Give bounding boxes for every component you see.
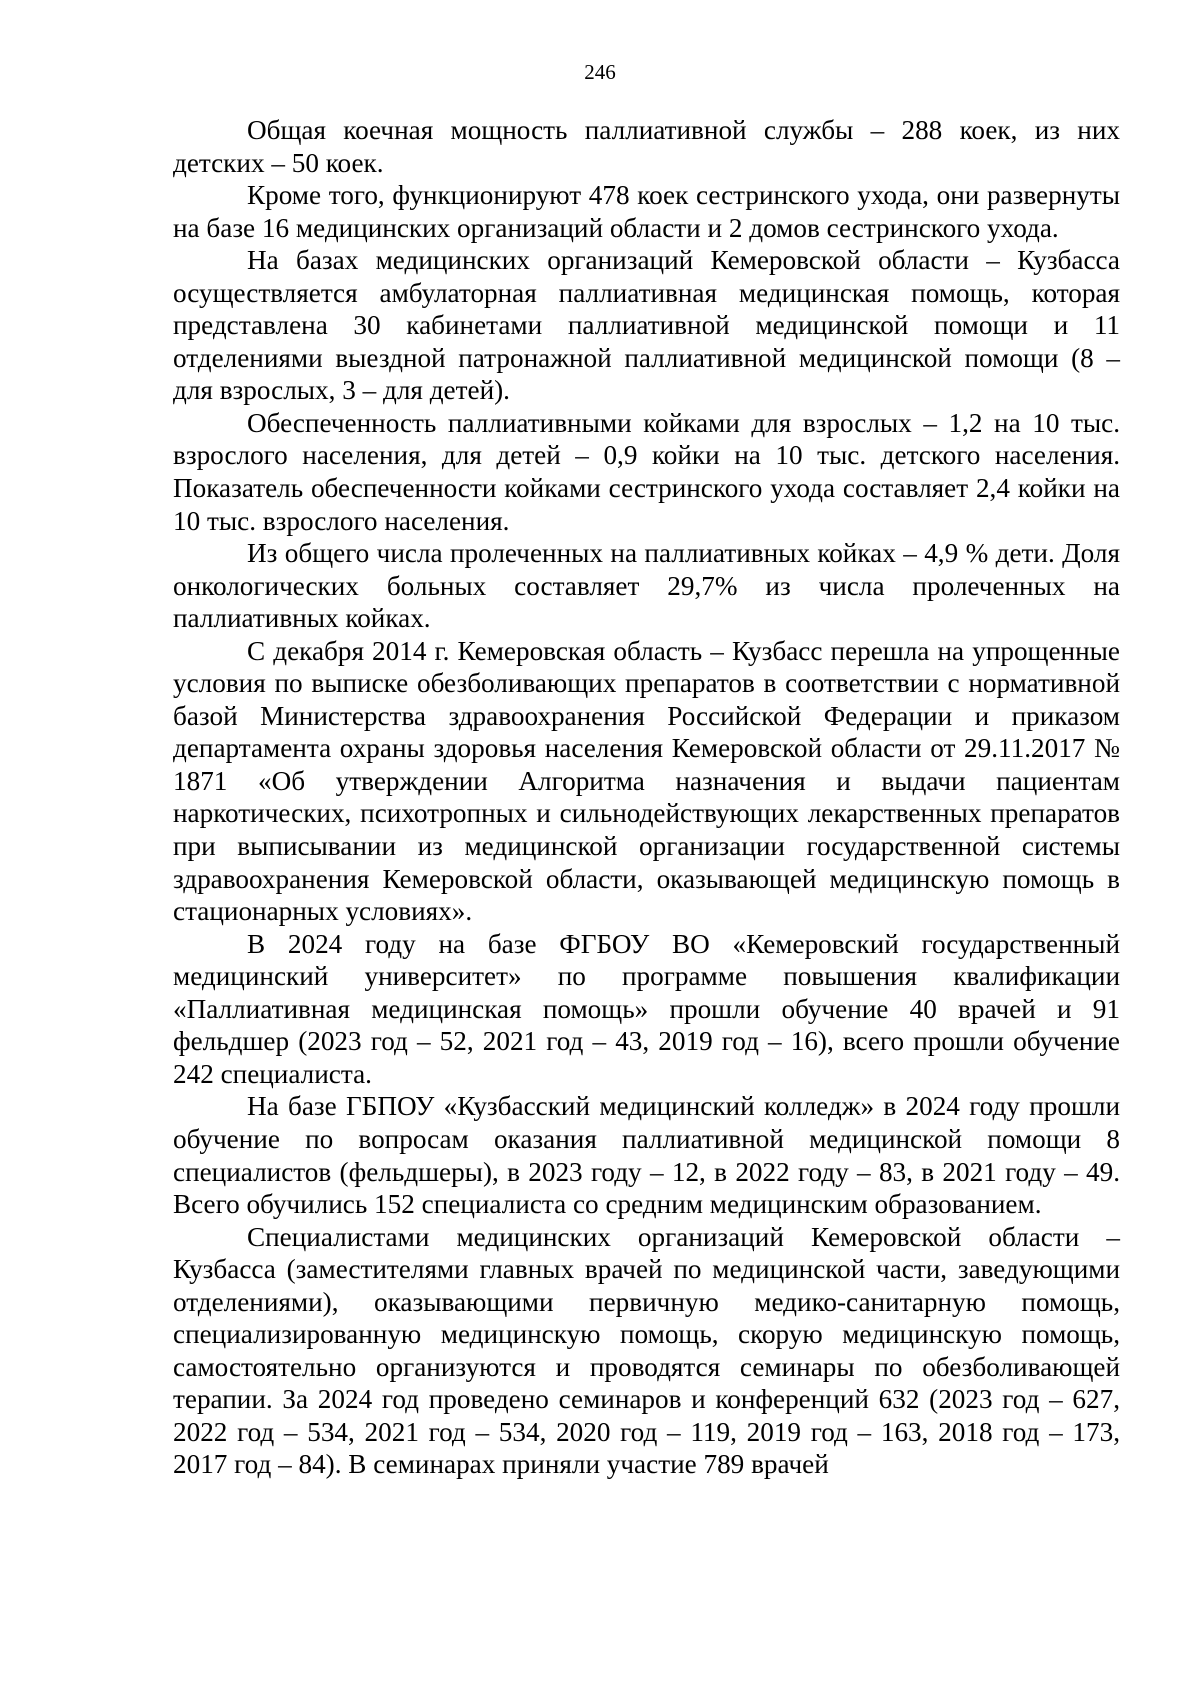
page-number: 246 [584,60,616,84]
paragraph-outpatient-care: На базах медицинских организаций Кемеровской области – Кузбасса осуществляется амбулаторная паллиативная медицинская помощь, которая представлена 30 кабинетами паллиативной медицинской помощи и 11 отделениями выездной патронажной паллиативной медицинской помощи (8 – для взрослых, 3 – для детей). [173,245,1120,406]
paragraph-college-training: На базе ГБПОУ «Кузбасский медицинский колледж» в 2024 году прошли обучение по вопросам оказания паллиативной медицинской помощи 8 специалистов (фельдшеры), в 2023 году – 12, в 2022 году – 83, в 2021 году – 49. Всего обучились 152 специалиста со средним медицинским образованием. [173,1091,1120,1220]
paragraph-prescription-rules: С декабря 2014 г. Кемеровская область – Кузбасс перешла на упрощенные условия по выписке обезболивающих препаратов в соответствии с нормативной базой Министерства здравоохранения Российской Федерации и приказом департамента охраны здоровья населения Кемеровской области от 29.11.2017 № 1871 «Об утверждении Алгоритма назначения и выдачи пациентам наркотических, психотропных и сильнодействующих лекарственных препаратов при выписывании из медицинской организации государственной системы здравоохранения Кемеровской области, оказывающей медицинскую помощь в стационарных условиях». [173,635,1120,927]
paragraph-seminars: Специалистами медицинских организаций Кемеровской области – Кузбасса (заместителями главных врачей по медицинской части, заведующими отделениями), оказывающими первичную медико-санитарную помощь, специализированную медицинскую помощь, скорую медицинскую помощь, самостоятельно организуются и проводятся семинары по обезболивающей терапии. За 2024 год проведено семинаров и конференций 632 (2023 год – 627, 2022 год – 534, 2021 год – 534, 2020 год – 119, 2019 год – 163, 2018 год – 173, 2017 год – 84). В семинарах приняли участие 789 врачей [173,1221,1120,1480]
paragraph-university-training: В 2024 году на базе ФГБОУ ВО «Кемеровский государственный медицинский университет» по программе повышения квалификации «Паллиативная медицинская помощь» прошли обучение 40 врачей и 91 фельдшер (2023 год – 52, 2021 год – 43, 2019 год – 16), всего прошли обучение 242 специалиста. [173,928,1120,1089]
document-body [173,114,1120,1481]
paragraph-treated-patients: Из общего числа пролеченных на паллиативных койках – 4,9 % дети. Доля онкологических больных составляет 29,7% из числа пролеченных на паллиативных койках. [173,538,1120,634]
paragraph-bed-provision: Обеспеченность паллиативными койками для взрослых – 1,2 на 10 тыс. взрослого населения, для детей – 0,9 койки на 10 тыс. детского населения. Показатель обеспеченности койками сестринского ухода составляет 2,4 койки на 10 тыс. взрослого населения. [173,407,1120,536]
paragraph-nursing-beds: Кроме того, функционируют 478 коек сестринского ухода, они развернуты на базе 16 медицинских организаций области и 2 домов сестринского ухода. [173,180,1120,243]
paragraph-bed-capacity: Общая коечная мощность паллиативной службы – 288 коек, из них детских – 50 коек. [173,115,1120,178]
